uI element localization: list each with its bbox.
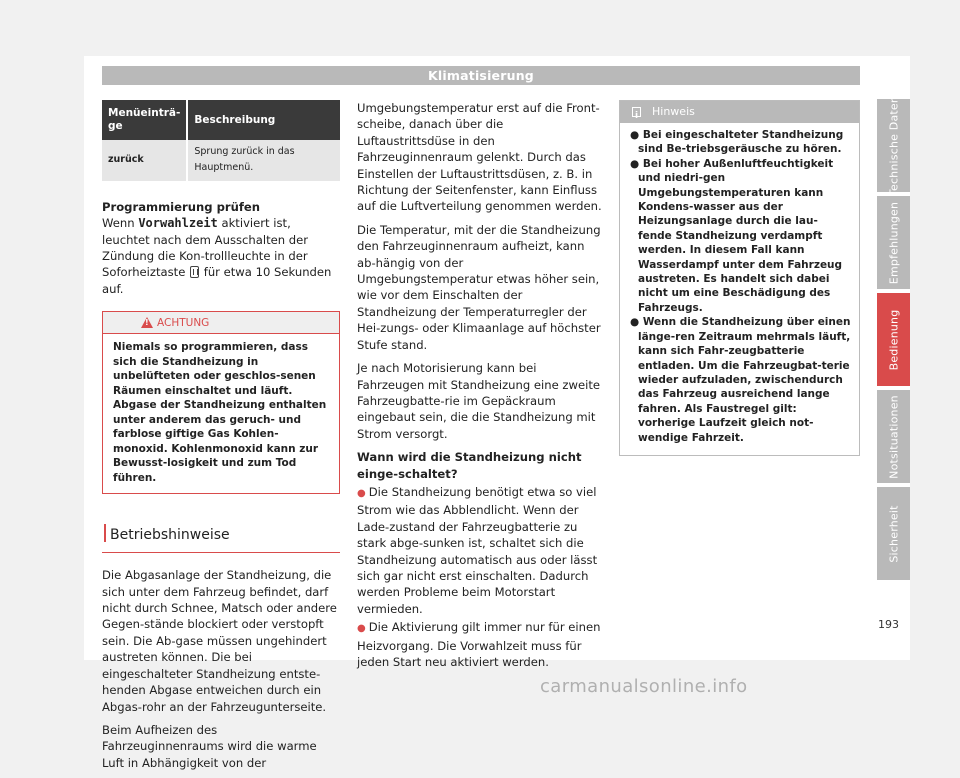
list-item: ● Die Standheizung benötigt etwa so viel Strom wie das Abblendlicht. Wenn der Lade-zustand der Fahrzeugbatterie zu stark abge-sunken ist, schaltet sich die Standheizung automatisch aus oder lässt sich gar nicht erst einschalten. Dadurch werden Probleme beim Motorstart vermieden. bbox=[357, 484, 598, 616]
bullet-icon: ● bbox=[630, 129, 643, 141]
programming-title: Programmierung prüfen bbox=[102, 199, 261, 214]
tab-sicherheit[interactable]: Sicherheit bbox=[877, 487, 910, 580]
watermark: carmanualsonline.info bbox=[540, 676, 748, 697]
list-item: ● Die Aktivierung gilt immer nur für einen Heizvorgang. Die Vorwahlzeit muss für jeden Start neu aktiviert werden. bbox=[357, 620, 601, 669]
table-header-description: Beschreibung bbox=[187, 100, 340, 140]
list-item: ● Bei eingeschalteter Standheizung sind Be-triebsgeräusche zu hören. bbox=[630, 129, 844, 156]
table-cell-description: Sprung zurück in das Hauptmenü. bbox=[187, 140, 340, 181]
paragraph: Beim Aufheizen des Fahrzeuginnenraums wird die warme Luft in Abhängigkeit von der bbox=[102, 722, 317, 770]
preselect-time-label: Vorwahlzeit bbox=[138, 216, 218, 231]
column-right bbox=[619, 100, 860, 456]
table-header-entry: Menüeinträ-ge bbox=[102, 100, 187, 140]
table-row bbox=[102, 140, 340, 181]
paragraph: Je nach Motorisierung kann bei Fahrzeugen mit Standheizung eine zweite Fahrzeugbatte-rie im Gepäckraum eingebaut sein, die die Standheizung mit Strom versorgt. bbox=[357, 361, 601, 441]
list-item: ● Wenn die Standheizung über einen länge-ren Zeitraum mehrmals läuft, kann sich Fahr-zeugbatterie entladen. Um die Fahrzeugbat-terie wieder aufzuladen, zwischendurch das Fahrzeug ausreichend lange fahren. Als Faustregel gilt: vorherige Laufzeit gleich not-wendige Fahrzeit. bbox=[630, 316, 851, 444]
menu-table bbox=[102, 100, 340, 181]
bullet-icon: ● bbox=[357, 487, 366, 499]
warning-box bbox=[102, 311, 340, 494]
bullet-icon: ● bbox=[357, 623, 366, 635]
tab-technische-daten[interactable]: Technische Daten bbox=[877, 99, 910, 192]
tab-empfehlungen[interactable]: Empfehlungen bbox=[877, 196, 910, 289]
warning-triangle-icon bbox=[141, 317, 153, 328]
tab-notsituationen[interactable]: Notsituationen bbox=[877, 390, 910, 483]
tab-bedienung[interactable]: Bedienung bbox=[877, 293, 910, 386]
info-icon bbox=[632, 107, 641, 117]
hint-body bbox=[620, 123, 859, 455]
heater-button-icon bbox=[190, 266, 199, 278]
page-number: 193 bbox=[878, 618, 899, 631]
warning-label: ACHTUNG bbox=[157, 317, 210, 330]
section-title: Betriebshinweise bbox=[102, 524, 340, 553]
paragraph: Umgebungstemperatur erst auf die Front-scheibe, danach über die Luftaustrittsdüse in den Fahrzeuginnenraum gelenkt. Durch das Einstellen der Luftaustrittsdüsen, z. B. in Richtung der Seitenfenster, kann Einfluss auf die Luftverteilung genommen werden. bbox=[357, 101, 602, 214]
hint-header bbox=[620, 101, 859, 123]
paragraph: Die Temperatur, mit der die Standheizung den Fahrzeuginnenraum aufheizt, kann ab-hängig von der Umgebungstemperatur etwas höher sein, wie vor dem Einschalten der Standheizung der Temperaturregler der Hei-zungs- oder Klimaanlage auf höchster Stufe stand. bbox=[357, 222, 601, 352]
section-marker bbox=[104, 524, 106, 542]
chapter-header: Klimatisierung bbox=[102, 66, 860, 85]
hint-label: Hinweis bbox=[652, 105, 695, 118]
question-heading: Wann wird die Standheizung nicht einge-schaltet? bbox=[357, 450, 582, 481]
paragraph: Die Abgasanlage der Standheizung, die sich unter dem Fahrzeug befindet, darf nicht durch Schnee, Matsch oder andere Gegen-stände blockiert oder verstopft sein. Die Ab-gase müssen ungehindert austreten können. Die bei eingeschalteter Standheizung entste-henden Abgase entweichen durch ein Abgas-rohr an der Fahrzeugunterseite. bbox=[102, 568, 337, 714]
warning-text: Niemals so programmieren, dass sich die Standheizung in unbelüfteten oder geschlos-senen Räumen einschaltet und läuft. Abgase der Standheizung enthalten unter anderem das geruch- und farblose giftige Gas Kohlen-monoxid. Kohlenmonoxid kann zur Bewusst-losigkeit und zum Tod führen. bbox=[113, 341, 327, 484]
table-cell-entry: zurück bbox=[102, 140, 187, 181]
bullet-icon: ● bbox=[630, 316, 643, 329]
column-middle bbox=[357, 100, 602, 677]
list-item: ● Bei hoher Außenluftfeuchtigkeit und niedri-gen Umgebungstemperaturen kann Kondens-wasser aus der Heizungsanlage durch die lau-fende Standheizung verdampft werden. In diesem Fall kann Wasserdampf unter dem Fahrzeug austreten. Es handelt sich dabei nicht um eine Beschädigung des Fahrzeugs. bbox=[630, 157, 843, 314]
column-left bbox=[102, 100, 340, 778]
hint-box bbox=[619, 100, 860, 456]
programming-text: Wenn Vorwahlzeit aktiviert ist, leuchtet nach dem Ausschalten der Zündung die Kon-trollleuchte in der Soforheiztaste für etwa 10 Sekunden auf. bbox=[102, 216, 332, 296]
chapter-tabs bbox=[877, 95, 910, 584]
warning-header bbox=[103, 312, 339, 334]
bullet-icon: ● bbox=[630, 157, 643, 170]
